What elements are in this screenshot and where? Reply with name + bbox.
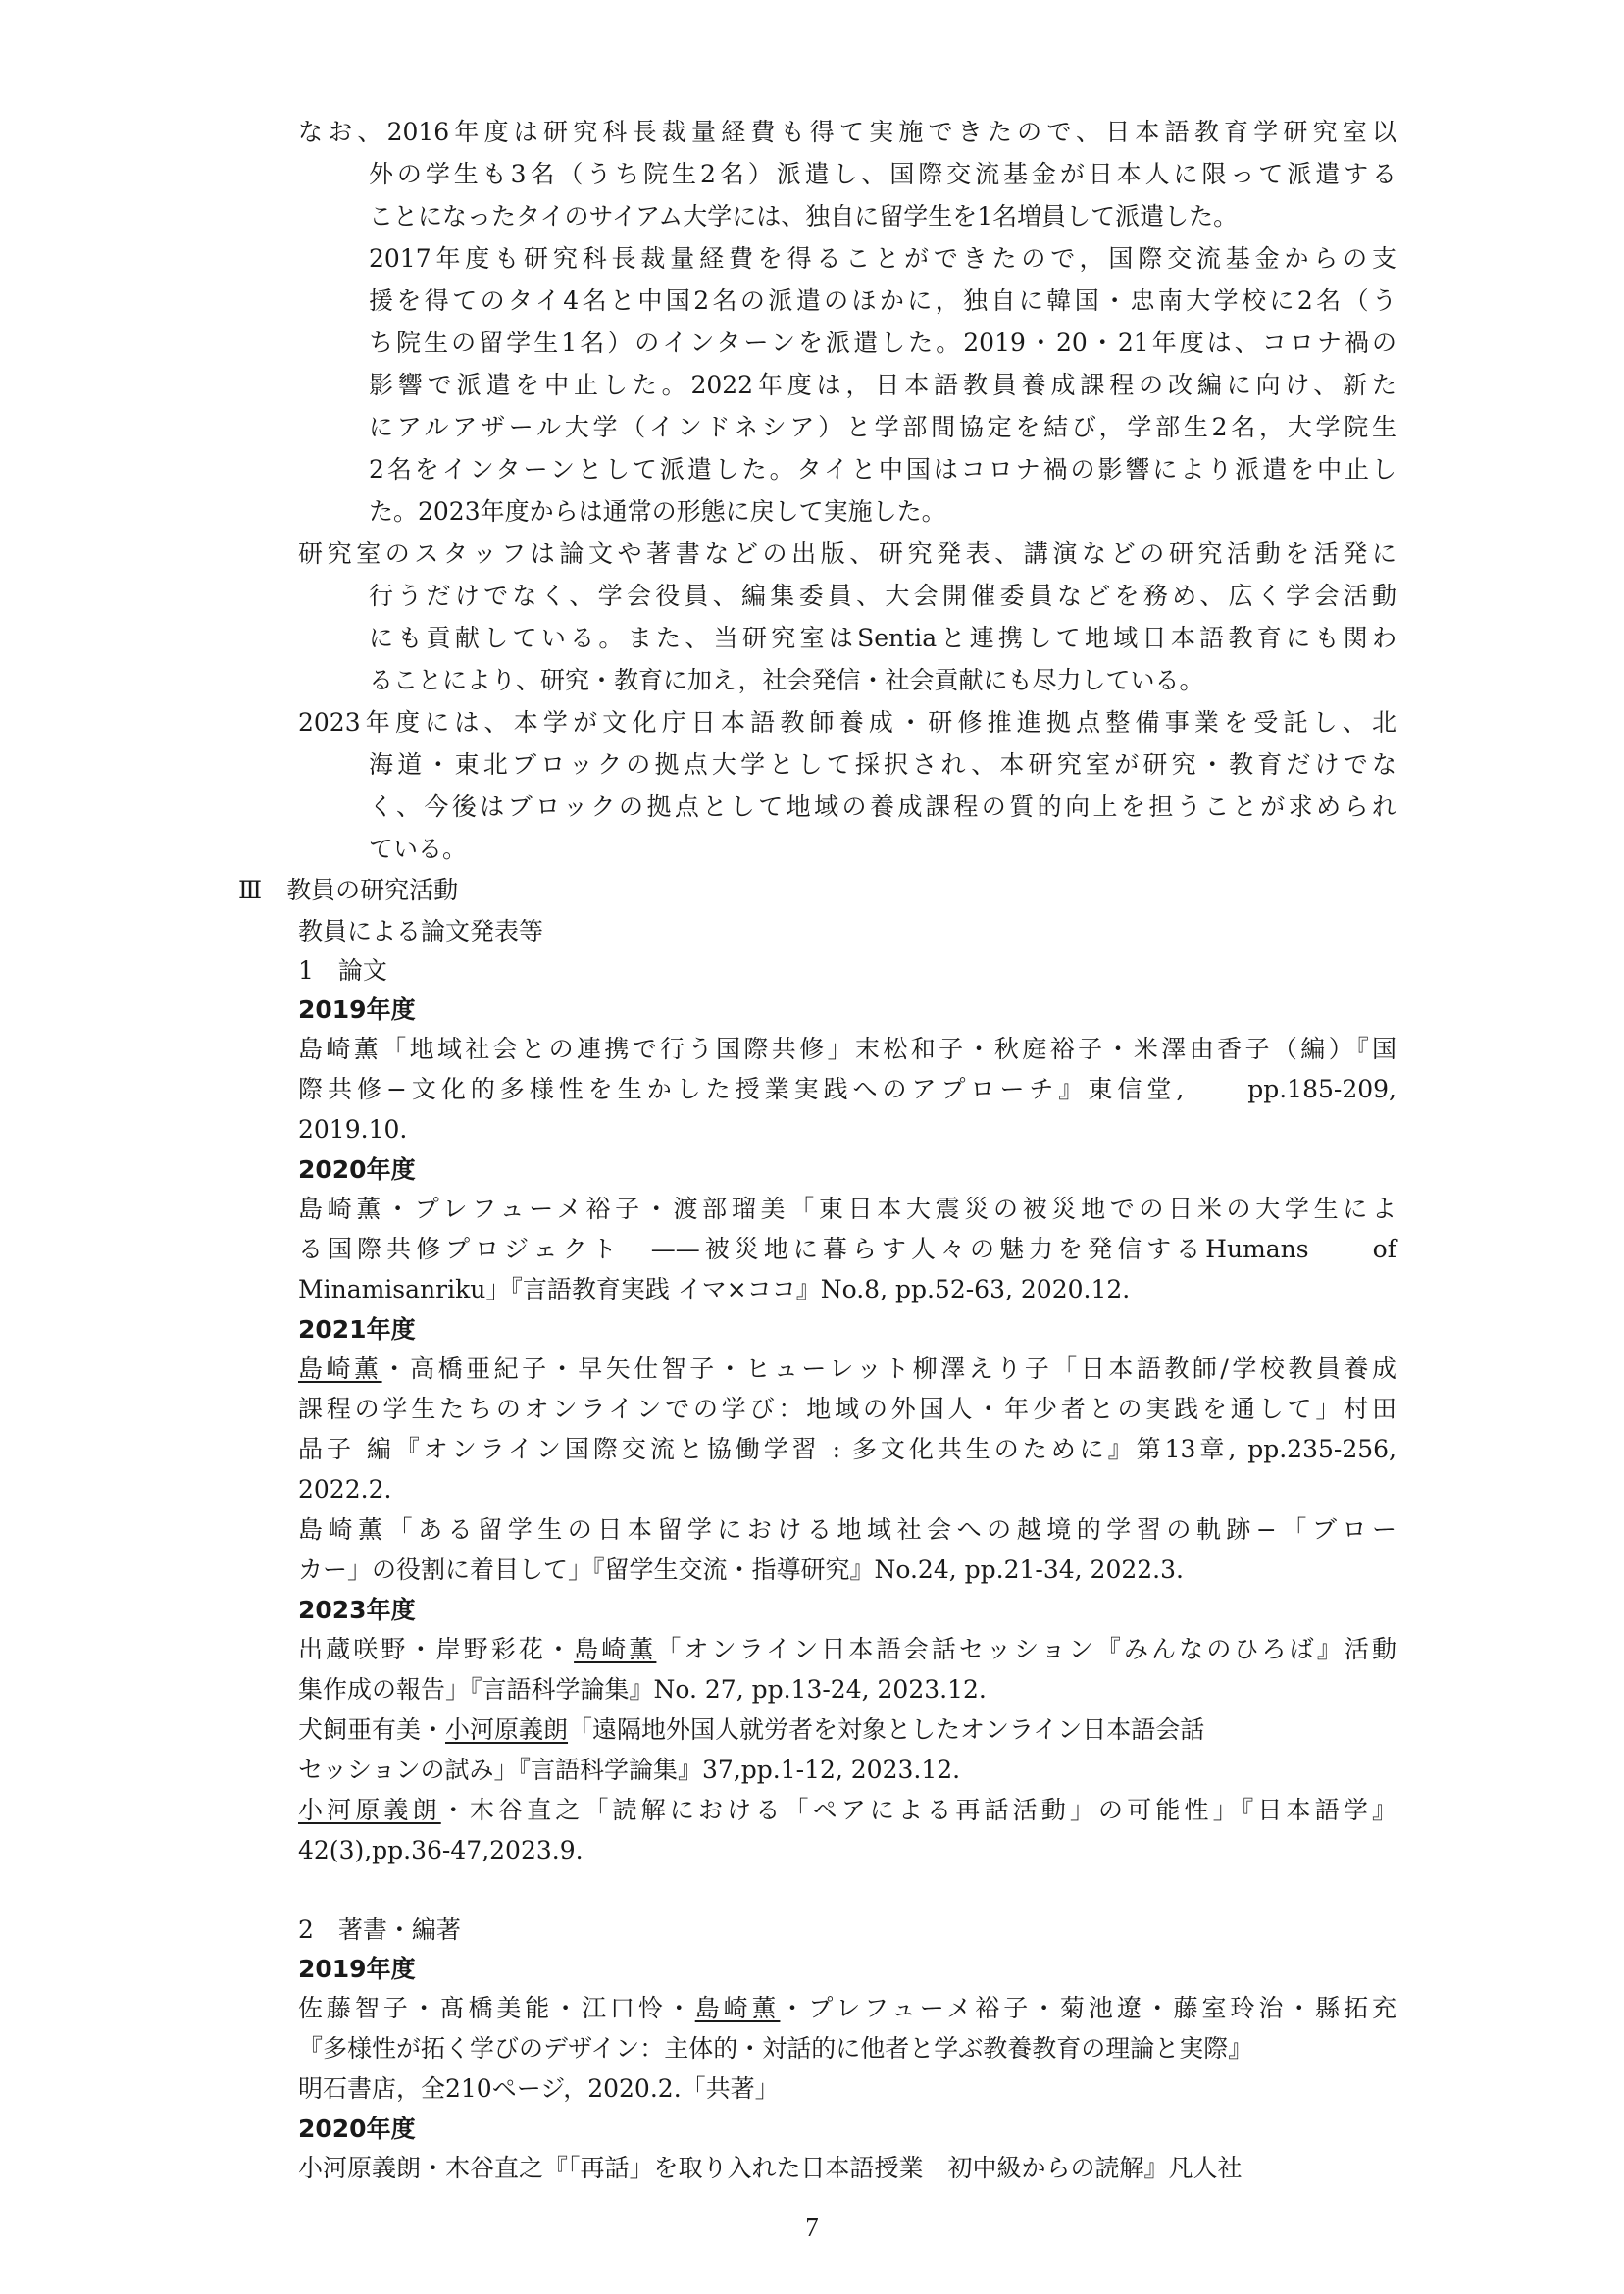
text-line: にアルアザール大学（インドネシア）と学部間協定を結び，学部生2名，大学院生 — [369, 413, 1396, 441]
year-heading: 2023年度 — [298, 1596, 416, 1624]
author-name: 小河原義朗 — [445, 1715, 569, 1744]
book-line: 明石書店，全210ページ，2020.2.「共著」 — [298, 2074, 780, 2103]
paper-line: セッションの試み」『言語科学論集』37,pp.1-12, 2023.12. — [298, 1756, 961, 1784]
text-line: ことになったタイのサイアム大学には、独自に留学生を1名増員して派遣した。 — [369, 202, 1239, 230]
text-line: ている。 — [369, 835, 468, 863]
text-line: 2023年度には、本学が文化庁日本語教師養成・研修推進拠点整備事業を受託し、北 — [298, 708, 1396, 737]
text-line: 海道・東北ブロックの拠点大学として採択され、本研究室が研究・教育だけでな — [369, 750, 1396, 779]
book-text: 佐藤智子・髙橋美能・江口怜・ — [298, 1994, 695, 2022]
text-line: 研究室のスタッフは論文や著書などの出版、研究発表、講演などの研究活動を活発に — [298, 539, 1396, 568]
year-heading: 2019年度 — [298, 1955, 416, 1983]
paper-line — [298, 1712, 1204, 1748]
paper-line — [298, 1351, 1396, 1387]
text-line: く、今後はブロックの拠点として地域の養成課程の質的向上を担うことが求められ — [369, 792, 1396, 821]
book-line — [298, 1991, 1396, 2026]
text-line: 行うだけでなく、学会役員、編集委員、大会開催委員などを務め、広く学会活動 — [369, 582, 1396, 610]
book-line: 『多様性が拓く学びのデザイン：主体的・対話的に他者と学ぶ教養教育の理論と実際』 — [298, 2034, 1253, 2063]
paper-line: 島崎薫・プレフューメ裕子・渡部瑠美「東日本大震災の被災地での日米の大学生によ — [298, 1195, 1396, 1223]
text-line: なお、2016年度は研究科長裁量経費も得て実施できたので、日本語教育学研究室以 — [298, 118, 1396, 146]
book-line: 小河原義朗・木谷直之『「再話」を取り入れた日本語授業 初中級からの読解』凡人社 — [298, 2154, 1243, 2182]
paper-line — [298, 1632, 1396, 1667]
year-heading: 2019年度 — [298, 995, 416, 1024]
paper-line: 課程の学生たちのオンラインでの学び：地域の外国人・年少者との実践を通して」村田 — [298, 1395, 1396, 1423]
text-line: 2017年度も研究科長裁量経費を得ることができたので，国際交流基金からの支 — [369, 244, 1396, 273]
text-line: 援を得てのタイ4名と中国2名の派遣のほかに，独自に韓国・忠南大学校に2名（う — [369, 286, 1396, 315]
paper-line: 2022.2. — [298, 1475, 392, 1504]
paper-line: る国際共修プロジェクト ——被災地に暮らす人々の魅力を発信するHumans of — [298, 1235, 1396, 1263]
year-heading: 2020年度 — [298, 1155, 416, 1184]
paper-line: Minamisanriku」『言語教育実践 イマ×ココ』No.8, pp.52-63, 2020.12. — [298, 1275, 1131, 1303]
paper-line: 晶子 編『オンライン国際交流と協働学習 : 多文化共生のために』第13章, pp.235-256, — [298, 1435, 1396, 1463]
paper-text: ・高橋亜紀子・早矢仕智子・ヒューレット柳澤えり子「日本語教師/学校教員養成 — [381, 1354, 1396, 1383]
page-number: 7 — [805, 2213, 819, 2242]
text-line: 外の学生も3名（うち院生2名）派遣し、国際交流基金が日本人に限って派遣する — [369, 160, 1396, 188]
paper-text: 「遠隔地外国人就労者を対象としたオンライン日本語会話 — [568, 1715, 1205, 1744]
text-line: ることにより、研究・教育に加え，社会発信・社会貢献にも尽力している。 — [369, 666, 1204, 694]
book-text: ・プレフューメ裕子・菊池遼・藤室玲治・縣拓充 — [780, 1994, 1396, 2022]
text-line: 2名をインターンとして派遣した。タイと中国はコロナ禍の影響により派遣を中止し — [369, 455, 1396, 484]
section-subtitle: 教員による論文発表等 — [298, 917, 544, 945]
paper-line: 2019.10. — [298, 1115, 408, 1144]
paper-text: ・木谷直之「読解における「ペアによる再話活動」の可能性」『日本語学』 — [440, 1796, 1396, 1824]
author-name: 島崎薫 — [298, 1354, 382, 1383]
paper-line: 集作成の報告」『言語科学論集』No. 27, pp.13-24, 2023.12. — [298, 1675, 987, 1704]
year-heading: 2021年度 — [298, 1315, 416, 1344]
paper-line — [298, 1793, 1396, 1828]
paper-line: 島崎薫「ある留学生の日本留学における地域社会への越境的学習の軌跡−「ブロー — [298, 1515, 1396, 1544]
text-line: ち院生の留学生1名）のインターンを派遣した。2019・20・21年度は、コロナ禍の — [369, 329, 1396, 357]
text-line: 影響で派遣を中止した。2022年度は，日本語教員養成課程の改編に向け、新た — [369, 371, 1396, 399]
books-heading: 2 著書・編著 — [298, 1915, 461, 1944]
paper-line: 島崎薫「地域社会との連携で行う国際共修」末松和子・秋庭裕子・米澤由香子（編）『国 — [298, 1035, 1396, 1063]
text-line: た。2023年度からは通常の形態に戻して実施した。 — [369, 497, 946, 526]
paper-text: 出蔵咲野・岸野彩花・ — [298, 1635, 575, 1663]
text-line: にも貢献している。また、当研究室はSentiaと連携して地域日本語教育にも関わ — [369, 624, 1396, 652]
paper-line: カー」の役割に着目して」『留学生交流・指導研究』No.24, pp.21-34, 2022.3. — [298, 1555, 1184, 1584]
paper-text: 犬飼亜有美・ — [298, 1715, 446, 1744]
author-name: 島崎薫 — [574, 1635, 657, 1663]
year-heading: 2020年度 — [298, 2115, 416, 2143]
paper-line: 際共修−文化的多様性を生かした授業実践へのアプローチ』東信堂, pp.185-209, — [298, 1075, 1396, 1103]
author-name: 小河原義朗 — [298, 1796, 441, 1824]
section-title: Ⅲ 教員の研究活動 — [238, 876, 459, 904]
author-name: 島崎薫 — [694, 1994, 781, 2022]
paper-line: 42(3),pp.36-47,2023.9. — [298, 1836, 584, 1864]
papers-heading: 1 論文 — [298, 956, 387, 985]
paper-text: 「オンライン日本語会話セッション『みんなのひろば』活動 — [656, 1635, 1396, 1663]
